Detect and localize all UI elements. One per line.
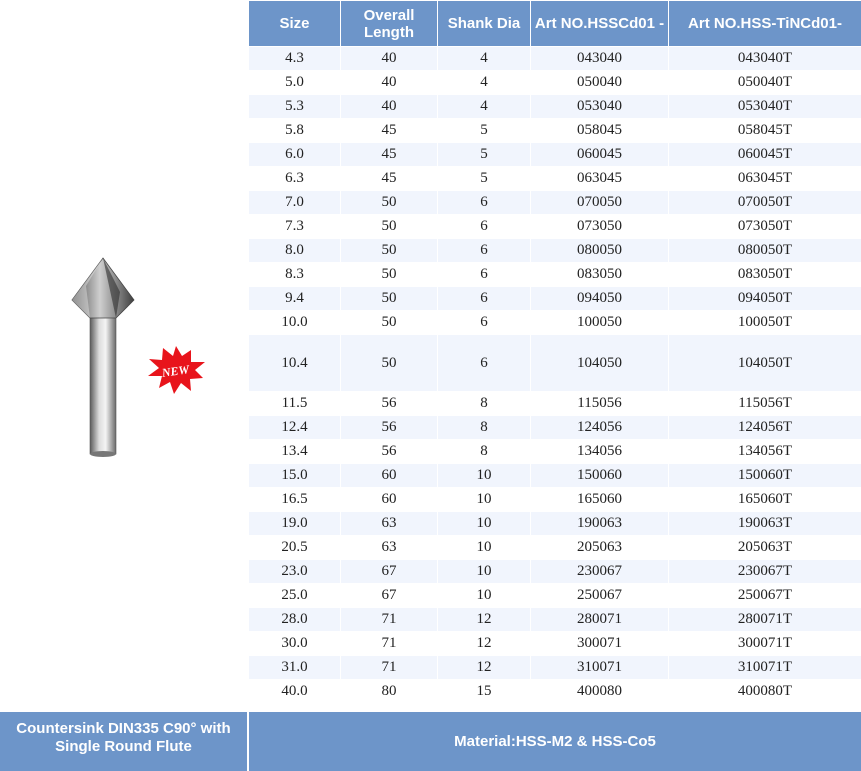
cell-art-tin: 400080T bbox=[669, 680, 861, 704]
cell-art-hss: 050040 bbox=[531, 71, 669, 95]
table-row bbox=[249, 560, 861, 584]
cell-shank: 6 bbox=[438, 191, 531, 215]
cell-art-hss: 100050 bbox=[531, 311, 669, 335]
cell-length: 40 bbox=[341, 47, 438, 71]
cell-size: 7.3 bbox=[249, 215, 341, 239]
cell-length: 67 bbox=[341, 584, 438, 608]
cell-size: 25.0 bbox=[249, 584, 341, 608]
cell-shank: 6 bbox=[438, 215, 531, 239]
footer-bar bbox=[0, 712, 861, 771]
cell-art-hss: 053040 bbox=[531, 95, 669, 119]
cell-art-hss: 063045 bbox=[531, 167, 669, 191]
cell-art-tin: 070050T bbox=[669, 191, 861, 215]
cell-size: 11.5 bbox=[249, 392, 341, 416]
cell-shank: 15 bbox=[438, 680, 531, 704]
cell-length: 71 bbox=[341, 608, 438, 632]
cell-art-tin: 043040T bbox=[669, 47, 861, 71]
cell-art-tin: 310071T bbox=[669, 656, 861, 680]
material-label: Material:HSS-M2 & HSS-Co5 bbox=[249, 712, 861, 771]
cell-length: 56 bbox=[341, 416, 438, 440]
cell-shank: 5 bbox=[438, 167, 531, 191]
cell-length: 40 bbox=[341, 71, 438, 95]
cell-shank: 12 bbox=[438, 656, 531, 680]
cell-art-tin: 060045T bbox=[669, 143, 861, 167]
cell-size: 12.4 bbox=[249, 416, 341, 440]
cell-art-tin: 053040T bbox=[669, 95, 861, 119]
cell-length: 50 bbox=[341, 191, 438, 215]
cell-length: 63 bbox=[341, 512, 438, 536]
cell-art-hss: 094050 bbox=[531, 287, 669, 311]
new-badge-label: NEW bbox=[160, 362, 190, 380]
table-row bbox=[249, 416, 861, 440]
cell-size: 4.3 bbox=[249, 47, 341, 71]
cell-art-tin: 190063T bbox=[669, 512, 861, 536]
cell-length: 60 bbox=[341, 464, 438, 488]
table-row bbox=[249, 536, 861, 560]
cell-art-tin: 165060T bbox=[669, 488, 861, 512]
table-row bbox=[249, 335, 861, 392]
cell-size: 6.0 bbox=[249, 143, 341, 167]
cell-size: 5.0 bbox=[249, 71, 341, 95]
cell-length: 71 bbox=[341, 656, 438, 680]
cell-art-hss: 073050 bbox=[531, 215, 669, 239]
cell-shank: 5 bbox=[438, 143, 531, 167]
cell-length: 45 bbox=[341, 143, 438, 167]
cell-size: 19.0 bbox=[249, 512, 341, 536]
cell-shank: 8 bbox=[438, 416, 531, 440]
product-table bbox=[248, 0, 861, 704]
cell-size: 9.4 bbox=[249, 287, 341, 311]
cell-shank: 12 bbox=[438, 608, 531, 632]
cell-art-tin: 300071T bbox=[669, 632, 861, 656]
cell-art-hss: 150060 bbox=[531, 464, 669, 488]
cell-shank: 6 bbox=[438, 287, 531, 311]
cell-length: 40 bbox=[341, 95, 438, 119]
cell-shank: 10 bbox=[438, 488, 531, 512]
cell-length: 45 bbox=[341, 167, 438, 191]
cell-art-tin: 134056T bbox=[669, 440, 861, 464]
cell-length: 50 bbox=[341, 215, 438, 239]
table-header-row bbox=[249, 1, 861, 47]
cell-shank: 4 bbox=[438, 95, 531, 119]
cell-art-tin: 205063T bbox=[669, 536, 861, 560]
cell-length: 56 bbox=[341, 440, 438, 464]
cell-art-tin: 080050T bbox=[669, 239, 861, 263]
cell-art-tin: 150060T bbox=[669, 464, 861, 488]
cell-art-hss: 070050 bbox=[531, 191, 669, 215]
table-row bbox=[249, 239, 861, 263]
table-row bbox=[249, 464, 861, 488]
cell-art-tin: 280071T bbox=[669, 608, 861, 632]
cell-art-hss: 230067 bbox=[531, 560, 669, 584]
table-row bbox=[249, 512, 861, 536]
cell-shank: 6 bbox=[438, 239, 531, 263]
table-row bbox=[249, 440, 861, 464]
cell-size: 20.5 bbox=[249, 536, 341, 560]
cell-art-tin: 094050T bbox=[669, 287, 861, 311]
cell-art-hss: 205063 bbox=[531, 536, 669, 560]
table-row bbox=[249, 311, 861, 335]
cell-size: 10.4 bbox=[249, 335, 341, 392]
table-row bbox=[249, 608, 861, 632]
cell-shank: 10 bbox=[438, 536, 531, 560]
cell-shank: 10 bbox=[438, 560, 531, 584]
cell-length: 50 bbox=[341, 335, 438, 392]
table-row bbox=[249, 287, 861, 311]
table-row bbox=[249, 119, 861, 143]
cell-art-hss: 115056 bbox=[531, 392, 669, 416]
cell-art-hss: 060045 bbox=[531, 143, 669, 167]
cell-art-hss: 250067 bbox=[531, 584, 669, 608]
cell-art-hss: 400080 bbox=[531, 680, 669, 704]
table-row bbox=[249, 143, 861, 167]
cell-art-tin: 250067T bbox=[669, 584, 861, 608]
cell-size: 8.0 bbox=[249, 239, 341, 263]
cell-size: 5.8 bbox=[249, 119, 341, 143]
col-header-art-hss: Art NO.HSSCd01 - bbox=[531, 1, 669, 47]
cell-length: 50 bbox=[341, 311, 438, 335]
table-body bbox=[249, 47, 861, 704]
cell-size: 13.4 bbox=[249, 440, 341, 464]
cell-art-tin: 050040T bbox=[669, 71, 861, 95]
table-row bbox=[249, 656, 861, 680]
table-row bbox=[249, 95, 861, 119]
col-header-length: Overall Length bbox=[341, 1, 438, 47]
cell-length: 50 bbox=[341, 263, 438, 287]
cell-size: 30.0 bbox=[249, 632, 341, 656]
table-row bbox=[249, 392, 861, 416]
cell-art-tin: 124056T bbox=[669, 416, 861, 440]
cell-art-hss: 058045 bbox=[531, 119, 669, 143]
cell-size: 5.3 bbox=[249, 95, 341, 119]
cell-art-hss: 190063 bbox=[531, 512, 669, 536]
cell-length: 67 bbox=[341, 560, 438, 584]
countersink-tool-icon bbox=[60, 252, 220, 462]
cell-shank: 6 bbox=[438, 263, 531, 287]
cell-art-tin: 063045T bbox=[669, 167, 861, 191]
cell-length: 56 bbox=[341, 392, 438, 416]
cell-shank: 10 bbox=[438, 512, 531, 536]
cell-art-hss: 280071 bbox=[531, 608, 669, 632]
cell-size: 28.0 bbox=[249, 608, 341, 632]
cell-shank: 4 bbox=[438, 71, 531, 95]
table-row bbox=[249, 167, 861, 191]
cell-art-tin: 083050T bbox=[669, 263, 861, 287]
cell-length: 50 bbox=[341, 287, 438, 311]
cell-art-hss: 310071 bbox=[531, 656, 669, 680]
cell-art-tin: 073050T bbox=[669, 215, 861, 239]
cell-art-tin: 100050T bbox=[669, 311, 861, 335]
product-name: Countersink DIN335 C90° with Single Round Flute bbox=[0, 712, 247, 771]
table-row bbox=[249, 632, 861, 656]
cell-art-hss: 104050 bbox=[531, 335, 669, 392]
cell-art-tin: 104050T bbox=[669, 335, 861, 392]
cell-art-hss: 043040 bbox=[531, 47, 669, 71]
table-row bbox=[249, 215, 861, 239]
cell-shank: 6 bbox=[438, 311, 531, 335]
table-row bbox=[249, 488, 861, 512]
cell-length: 60 bbox=[341, 488, 438, 512]
cell-size: 40.0 bbox=[249, 680, 341, 704]
table-row bbox=[249, 263, 861, 287]
cell-size: 10.0 bbox=[249, 311, 341, 335]
table-row bbox=[249, 71, 861, 95]
table-row bbox=[249, 680, 861, 704]
cell-shank: 6 bbox=[438, 335, 531, 392]
cell-art-hss: 300071 bbox=[531, 632, 669, 656]
cell-art-hss: 165060 bbox=[531, 488, 669, 512]
col-header-size: Size bbox=[249, 1, 341, 47]
table-row bbox=[249, 47, 861, 71]
cell-shank: 5 bbox=[438, 119, 531, 143]
cell-length: 71 bbox=[341, 632, 438, 656]
cell-art-hss: 080050 bbox=[531, 239, 669, 263]
cell-art-tin: 115056T bbox=[669, 392, 861, 416]
col-header-art-tin: Art NO.HSS-TiNCd01- bbox=[669, 1, 861, 47]
col-header-shank: Shank Dia bbox=[438, 1, 531, 47]
cell-length: 50 bbox=[341, 239, 438, 263]
cell-shank: 8 bbox=[438, 440, 531, 464]
cell-size: 6.3 bbox=[249, 167, 341, 191]
cell-art-hss: 083050 bbox=[531, 263, 669, 287]
cell-art-tin: 230067T bbox=[669, 560, 861, 584]
cell-art-hss: 134056 bbox=[531, 440, 669, 464]
cell-shank: 8 bbox=[438, 392, 531, 416]
cell-size: 15.0 bbox=[249, 464, 341, 488]
cell-shank: 10 bbox=[438, 584, 531, 608]
cell-length: 80 bbox=[341, 680, 438, 704]
cell-art-hss: 124056 bbox=[531, 416, 669, 440]
cell-length: 63 bbox=[341, 536, 438, 560]
product-panel bbox=[0, 0, 248, 712]
cell-size: 7.0 bbox=[249, 191, 341, 215]
cell-size: 31.0 bbox=[249, 656, 341, 680]
table-row bbox=[249, 584, 861, 608]
table-row bbox=[249, 191, 861, 215]
cell-size: 16.5 bbox=[249, 488, 341, 512]
cell-shank: 4 bbox=[438, 47, 531, 71]
cell-shank: 10 bbox=[438, 464, 531, 488]
cell-art-tin: 058045T bbox=[669, 119, 861, 143]
cell-length: 45 bbox=[341, 119, 438, 143]
cell-size: 23.0 bbox=[249, 560, 341, 584]
cell-shank: 12 bbox=[438, 632, 531, 656]
cell-size: 8.3 bbox=[249, 263, 341, 287]
